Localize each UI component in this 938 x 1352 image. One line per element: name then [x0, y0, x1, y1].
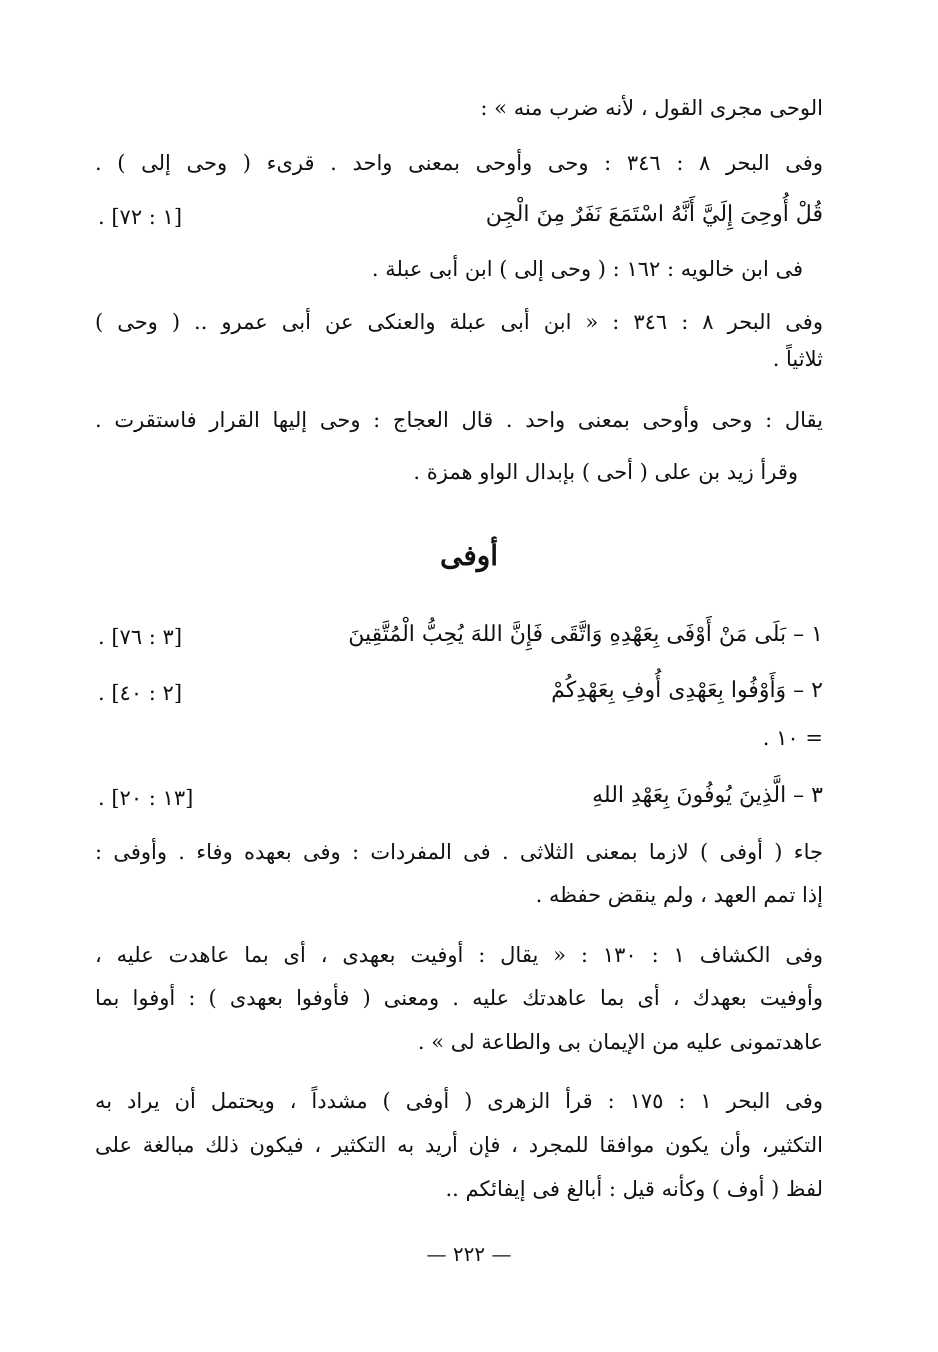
- text-line-5: وفى البحر ٨ : ٣٤٦ : « ابن أبى عبلة والعنكى عن أبى عمرو .. ( وحى ): [95, 310, 823, 334]
- paragraph-1-line-2: إذا تمم العهد ، ولم ينقض حفظه .: [535, 883, 823, 907]
- text-line-2: وفى البحر ٨ : ٣٤٦ : وحى وأوحى بمعنى واحد . قرىء ( وحى إلى ) .: [95, 151, 823, 175]
- quran-verse-jinn: قُلْ أُوحِىَ إِلَيَّ أَنَّهُ اسْتَمَعَ نَفَرٌ مِنَ الْجِن: [485, 202, 823, 227]
- page-number: — ٢٢٢ —: [426, 1242, 512, 1266]
- verse-3-reference: . [١٣ : ٢٠]: [98, 786, 194, 810]
- paragraph-3-line-3: لفظ ( أوف ) وكأنه قيل : أبالغ فى إيفائكم ..: [445, 1177, 823, 1201]
- text-line-6: ثلاثياً .: [772, 347, 823, 371]
- text-line-1: الوحى مجرى القول ، لأنه ضرب منه » :: [480, 96, 823, 120]
- verse-2: ٢ – وَأَوْفُوا بِعَهْدِى أُوفِ بِعَهْدِكُمْ: [551, 678, 823, 703]
- text-line-7: يقال : وحى وأوحى بمعنى واحد . قال العجاج : وحى إليها القرار فاستقرت .: [95, 408, 823, 432]
- verse-1: ١ – بَلَى مَنْ أَوْفَى بِعَهْدِهِ وَاتَّقَى فَإِنَّ اللهَ يُحِبُّ الْمُتَّقِينَ: [348, 622, 823, 647]
- verse-2-count: = ١٠ .: [762, 726, 823, 750]
- text-line-4: فى ابن خالويه : ١٦٢ : ( وحى إلى ) ابن أبى عبلة .: [371, 257, 803, 281]
- verse-1-reference: . [٣ : ٧٦]: [98, 625, 183, 649]
- section-heading: أوفى: [439, 539, 499, 572]
- verse-3: ٣ – الَّذِينَ يُوفُونَ بِعَهْدِ اللهِ: [592, 783, 823, 808]
- paragraph-1-line-1: جاء ( أوفى ) لازما بمعنى الثلاثى . فى المفردات : وفى بعهده وفاء . وأوفى :: [95, 840, 823, 864]
- paragraph-2-line-2: وأوفيت بعهدك ، أى بما عاهدتك عليه . ومعنى ( فأوفوا بعهدى ) : أوفوا بما: [95, 986, 823, 1010]
- paragraph-2-line-3: عاهدتمونى عليه من الإيمان بى والطاعة لى » .: [417, 1030, 823, 1054]
- paragraph-2-line-1: وفى الكشاف ١ : ١٣٠ : « يقال : أوفيت بعهدى ، أى بما عاهدت عليه ،: [95, 943, 824, 967]
- paragraph-3-line-1: وفى البحر ١ : ١٧٥ : قرأ الزهرى ( أوفى ) مشدداً ، ويحتمل أن يراد به: [95, 1089, 823, 1113]
- verse-2-reference: . [٢ : ٤٠]: [98, 681, 183, 705]
- paragraph-3-line-2: التكثير، وأن يكون موافقا للمجرد ، فإن أريد به التكثير ، فيكون ذلك مبالغة على: [95, 1133, 823, 1157]
- verse-reference-jinn: . [١ : ٧٢]: [98, 205, 183, 229]
- text-line-8: وقرأ زيد بن على ( أحى ) بإبدال الواو همزة .: [413, 460, 798, 484]
